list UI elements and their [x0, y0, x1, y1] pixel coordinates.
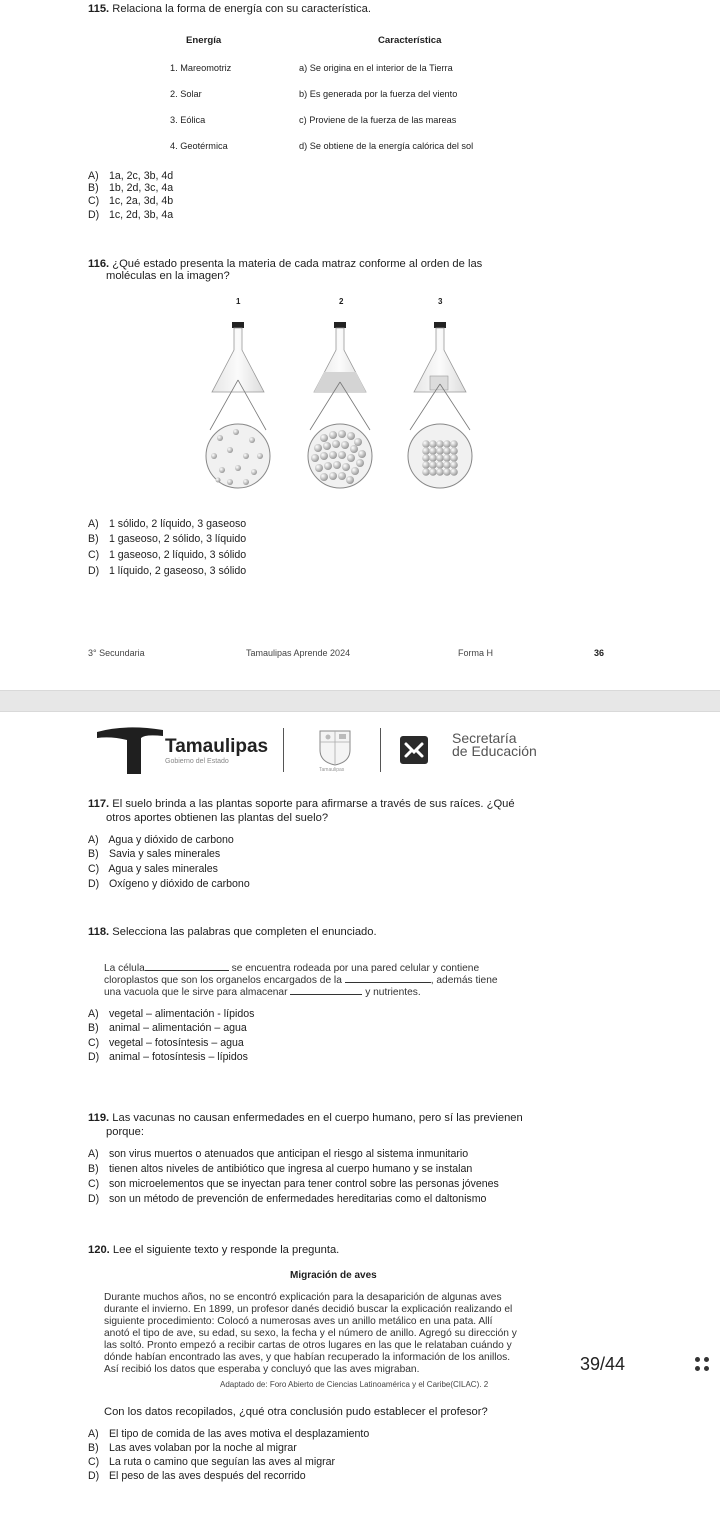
- secretaria-label: Secretaría: [452, 730, 517, 746]
- question-115-title: 115. Relaciona la forma de energía con su característica.: [88, 3, 371, 15]
- footer-page-number: 36: [594, 648, 605, 658]
- q116-option-a[interactable]: A) 1 sólido, 2 líquido, 3 gaseoso: [88, 518, 247, 530]
- question-116-title-cont: moléculas en la imagen?: [106, 270, 230, 282]
- question-117-title: 117. El suelo brinda a las plantas soporte para afirmarse a través de sus raíces. ¿Qué: [88, 798, 515, 810]
- q119-option-a[interactable]: A) son virus muertos o atenuados que anticipan el riesgo al sistema inmunitario: [88, 1148, 469, 1160]
- q118-sentence-line-2: cloroplastos que son los organelos encargados de la , además tiene: [104, 975, 498, 986]
- reading-line: Así recibió los datos que esperaba y concluyó que las aves migraban.: [104, 1364, 420, 1375]
- reading-line: Durante muchos años, no se encontró explicación para la desaparición de algunas aves: [104, 1292, 502, 1303]
- q118-option-d[interactable]: D) animal – fotosíntesis – lípidos: [88, 1051, 248, 1063]
- q120-option-b[interactable]: B) Las aves volaban por la noche al migrar: [88, 1442, 297, 1454]
- q118-sentence-line-3: una vacuola que le sirve para almacenar y nutrientes.: [104, 987, 421, 998]
- question-119-title-cont: porque:: [106, 1126, 144, 1138]
- flask-3-solid: [408, 322, 472, 488]
- q119-option-d[interactable]: D) son un método de prevención de enfermedades hereditarias como el daltonismo: [88, 1193, 487, 1205]
- flask-2-liquid: [308, 322, 372, 488]
- q120-option-c[interactable]: C) La ruta o camino que seguían las aves al migrar: [88, 1456, 336, 1468]
- reading-line: siguiente procedimiento: Colocó a numerosas aves un anillo metálico en una pata. Allí: [104, 1316, 493, 1327]
- question-120-title: 120. Lee el siguiente texto y responde la pregunta.: [88, 1244, 340, 1256]
- document-page-37: [0, 712, 720, 1540]
- footer-grade: 3° Secundaria: [88, 648, 145, 658]
- question-118-title: 118. Selecciona las palabras que completen el enunciado.: [88, 926, 377, 938]
- q118-option-a[interactable]: A) vegetal – alimentación - lípidos: [88, 1008, 255, 1020]
- grid-dots-icon[interactable]: [694, 1352, 710, 1376]
- q120-option-d[interactable]: D) El peso de las aves después del recorrido: [88, 1470, 306, 1482]
- page-header: [95, 726, 565, 786]
- energy-item: 4. Geotérmica: [170, 141, 228, 151]
- characteristic-item: d) Se obtiene de la energía calórica del sol: [299, 141, 474, 151]
- brand-name: Tamaulipas: [165, 736, 269, 757]
- q117-option-d[interactable]: D) Oxígeno y dióxido de carbono: [88, 878, 250, 890]
- reading-title: Migración de aves: [290, 1270, 377, 1281]
- q119-option-b[interactable]: B) tienen altos niveles de antibiótico que ingresa al cuerpo humano y se instalan: [88, 1163, 473, 1175]
- q116-option-d[interactable]: D) 1 líquido, 2 gaseoso, 3 sólido: [88, 565, 247, 577]
- brand-subtitle: Gobierno del Estado: [165, 758, 229, 765]
- reading-line: anotó el tipo de ave, su edad, su sexo, la fecha y el número de anillo. Agregó su dirección y: [104, 1328, 517, 1339]
- state-seal-icon: [317, 728, 353, 766]
- flask-label: 3: [438, 297, 443, 306]
- characteristic-item: c) Proviene de la fuerza de las mareas: [299, 115, 457, 125]
- flask-label: 2: [339, 297, 344, 306]
- q118-option-c[interactable]: C) vegetal – fotosíntesis – agua: [88, 1037, 244, 1049]
- characteristic-item: b) Es generada por la fuerza del viento: [299, 89, 458, 99]
- energy-item: 3. Eólica: [170, 115, 206, 125]
- footer-form: Forma H: [458, 648, 494, 658]
- q118-option-b[interactable]: B) animal – alimentación – agua: [88, 1022, 247, 1034]
- q117-option-b[interactable]: B) Savia y sales minerales: [88, 848, 221, 860]
- page-separator: [0, 690, 720, 712]
- educacion-label: de Educación: [452, 743, 537, 759]
- q115-option-a[interactable]: A) 1a, 2c, 3b, 4d: [88, 170, 174, 182]
- q115-option-d[interactable]: D) 1c, 2d, 3b, 4a: [88, 209, 174, 221]
- energy-column-header: Energía: [186, 35, 222, 46]
- question-116-title: 116. ¿Qué estado presenta la materia de cada matraz conforme al orden de las: [88, 258, 483, 270]
- energy-item: 2. Solar: [170, 89, 202, 99]
- reading-line: durante el invierno. En 1899, un profesor danés decidió buscar la explicación realizando el: [104, 1304, 513, 1315]
- reading-line: dónde habían encontrado las aves, y que habían recuperado la información de los anillos.: [104, 1352, 511, 1363]
- question-120-prompt: Con los datos recopilados, ¿qué otra conclusión pudo establecer el profesor?: [104, 1406, 488, 1418]
- q118-sentence-line-1: La célula se encuentra rodeada por una pared celular y contiene: [104, 963, 480, 974]
- characteristic-item: a) Se origina en el interior de la Tierra: [299, 63, 453, 73]
- page-counter: 39/44: [580, 1354, 626, 1374]
- q116-option-b[interactable]: B) 1 gaseoso, 2 sólido, 3 líquido: [88, 533, 247, 545]
- footer-program: Tamaulipas Aprende 2024: [246, 648, 351, 658]
- tamaulipas-logo-icon: [95, 726, 165, 776]
- q116-option-c[interactable]: C) 1 gaseoso, 2 líquido, 3 sólido: [88, 549, 247, 561]
- document-page-36: [0, 0, 720, 690]
- seal-caption: Tamaulipas: [319, 767, 345, 773]
- q119-option-c[interactable]: C) son microelementos que se inyectan para tener control sobre las personas jóvenes: [88, 1178, 499, 1190]
- question-117-title-cont: otros aportes obtienen las plantas del suelo?: [106, 812, 329, 824]
- q117-option-c[interactable]: C) Agua y sales minerales: [88, 863, 218, 875]
- flask-label: 1: [236, 297, 241, 306]
- q115-option-c[interactable]: C) 1c, 2a, 3d, 4b: [88, 195, 174, 207]
- reading-line: las soltó. Pronto empezó a recibir cartas de otros lugares en las que le relataban cuándo y: [104, 1340, 512, 1351]
- q117-option-a[interactable]: A) Agua y dióxido de carbono: [88, 834, 234, 846]
- characteristic-column-header: Característica: [378, 35, 442, 46]
- energy-item: 1. Mareomotriz: [170, 63, 232, 73]
- q115-option-b[interactable]: B) 1b, 2d, 3c, 4a: [88, 182, 174, 194]
- question-119-title: 119. Las vacunas no causan enfermedades en el cuerpo humano, pero sí las previenen: [88, 1112, 523, 1124]
- q120-option-a[interactable]: A) El tipo de comida de las aves motiva el desplazamiento: [88, 1428, 370, 1440]
- flask-1-gas: [206, 322, 270, 488]
- flask-molecules-illustration: [190, 310, 490, 500]
- reading-source: Adaptado de: Foro Abierto de Ciencias Latinoamérica y el Caribe(CILAC). 2: [220, 1380, 489, 1389]
- secretaria-educacion-logo-icon: [400, 736, 428, 764]
